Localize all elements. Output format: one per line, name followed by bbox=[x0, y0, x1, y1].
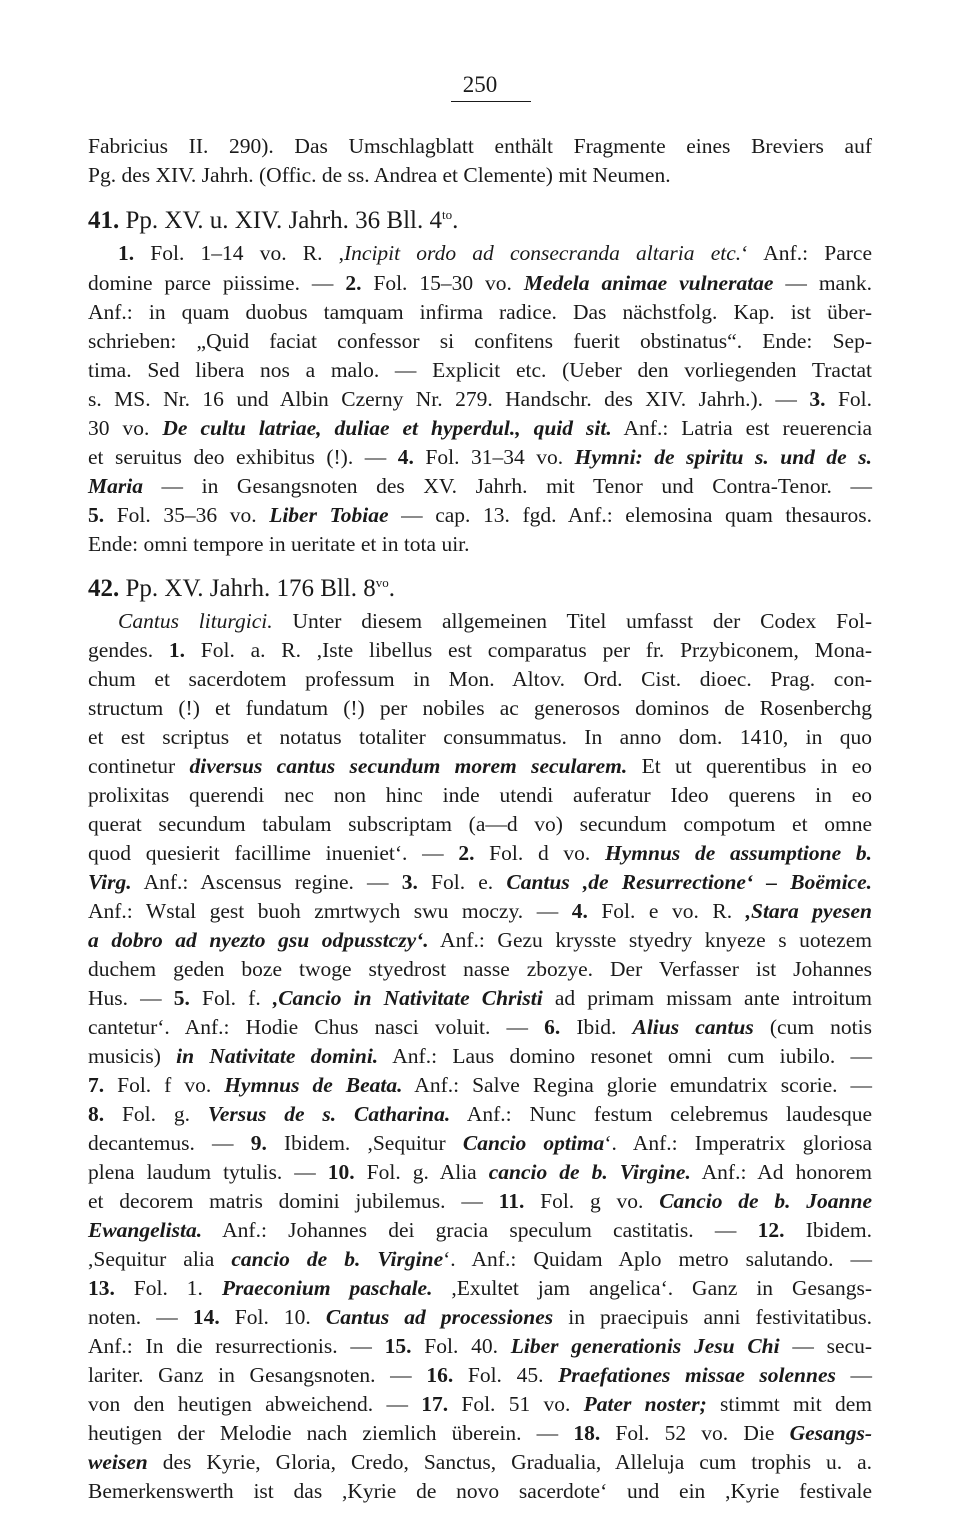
text-line bbox=[88, 1302, 872, 1332]
text: Anf.: Ad honorem bbox=[690, 1160, 872, 1184]
text: et est scriptus et notatus totaliter consummatus. In anno dom. 1410, in quo bbox=[88, 725, 872, 749]
text: Fol. bbox=[825, 387, 872, 411]
text-line bbox=[88, 896, 872, 926]
text: Ibidem. bbox=[784, 1218, 873, 1242]
text: et seruitus deo exhibitus (!). — bbox=[88, 445, 398, 469]
text: ‘. Anf.: Quidam Aplo metro salutando. — bbox=[443, 1247, 872, 1271]
text: prolixitas querendi nec non hinc inde utendi auferatur Ideo querens in eo bbox=[88, 783, 872, 807]
text: Fol. g. bbox=[104, 1102, 208, 1126]
text: plena laudum tytulis. — bbox=[88, 1160, 328, 1184]
work-title: Versus de s. Catharina. bbox=[207, 1102, 451, 1126]
text-line bbox=[88, 664, 872, 694]
text: Fol. 1. bbox=[114, 1276, 222, 1300]
text-line bbox=[88, 384, 872, 414]
text: Anf.: In die resurrectionis. — bbox=[88, 1334, 385, 1358]
text: Fol. 51 vo. bbox=[448, 1392, 584, 1416]
text: Fol. 35–36 vo. bbox=[104, 503, 270, 527]
page-number: 250 bbox=[462, 72, 498, 97]
work-title: Gesangs- bbox=[789, 1421, 872, 1445]
item-number: 2. bbox=[345, 271, 362, 295]
text: Anf.: Wstal gest buoh zmrtwych swu moczy. — bbox=[88, 899, 572, 923]
item-number: 7. bbox=[88, 1073, 105, 1097]
text: Fol. 1–14 vo. R. , bbox=[134, 241, 344, 265]
item-number: 5. bbox=[173, 986, 190, 1010]
text-line bbox=[88, 268, 872, 298]
item-number: 4. bbox=[397, 445, 414, 469]
work-title: diversus cantus secundum morem secularem. bbox=[189, 754, 628, 778]
text: (cum notis bbox=[753, 1015, 872, 1039]
work-title: Incipit ordo ad consecranda altaria etc. bbox=[344, 241, 742, 265]
text-line bbox=[88, 1157, 872, 1187]
text-line bbox=[88, 529, 872, 559]
text-line bbox=[88, 131, 872, 161]
text: Fol. a. R. ,Iste libellus est comparatus per fr. Przybiconem, Mona- bbox=[184, 638, 872, 662]
text: Fol. 45. bbox=[453, 1363, 559, 1387]
text: heutigen der Melodie nach ziemlich überein. — bbox=[88, 1421, 574, 1445]
text: Anf.: Ascensus regine. — bbox=[131, 870, 402, 894]
text-line bbox=[88, 1244, 872, 1274]
text-line bbox=[88, 1041, 872, 1071]
text: domine parce piissime. — bbox=[88, 271, 346, 295]
text: Anf.: Laus domino resonet omni cum iubilo. — bbox=[378, 1044, 872, 1068]
text-line bbox=[88, 355, 872, 385]
text-line bbox=[88, 983, 872, 1013]
text: Ende: omni tempore in ueritate et in tota uir. bbox=[88, 532, 470, 556]
text: Fol. 10. bbox=[219, 1305, 326, 1329]
entry-heading-text: Pp. XV. Jahrh. 176 Bll. 8 bbox=[119, 575, 376, 602]
text: Fol. e. bbox=[417, 870, 507, 894]
item-number: 14. bbox=[192, 1305, 220, 1329]
entry-number: 41. bbox=[88, 207, 120, 234]
text: ,Exultet jam angelica‘. Ganz in Gesangs- bbox=[432, 1276, 872, 1300]
text-line bbox=[88, 1476, 872, 1506]
text: decantemus. — bbox=[88, 1131, 251, 1155]
item-number: 16. bbox=[426, 1363, 454, 1387]
text-line bbox=[88, 1331, 872, 1361]
item-number: 10. bbox=[327, 1160, 355, 1184]
text-line bbox=[88, 780, 872, 810]
work-title: Hymni: de spiritu s. und de s. bbox=[574, 445, 872, 469]
text: Unter diesem allgemeinen Titel umfasst der Codex Fol- bbox=[272, 609, 872, 633]
text: Anf.: Gezu krysste styedry knyeze s uotezem bbox=[428, 928, 872, 952]
text: continetur bbox=[88, 754, 190, 778]
text: Ibid. bbox=[560, 1015, 633, 1039]
text: quod quesierit facillime inueniet‘. — bbox=[88, 841, 459, 865]
text: Fol. f vo. bbox=[104, 1073, 225, 1097]
format-superscript: vo bbox=[375, 575, 389, 590]
work-title: Liber generationis Jesu Chi bbox=[510, 1334, 780, 1358]
work-title: Hymnus de Beata. bbox=[224, 1073, 403, 1097]
entry-heading bbox=[88, 574, 872, 604]
text-line bbox=[88, 925, 872, 955]
item-number: 13. bbox=[88, 1276, 115, 1300]
text-line bbox=[88, 606, 872, 636]
text: Anf.: Salve Regina glorie emundatrix scorie. — bbox=[402, 1073, 873, 1097]
entry-heading bbox=[88, 206, 872, 236]
work-title: ,Stara pyesen bbox=[745, 899, 872, 923]
text-line bbox=[88, 413, 872, 443]
text: — bbox=[835, 1363, 873, 1387]
text-line bbox=[88, 838, 872, 868]
work-title: Cantus ad processiones bbox=[325, 1305, 554, 1329]
text-line bbox=[88, 1186, 872, 1216]
text: — in Gesangsnoten des XV. Jahrh. mit Tenor und Contra-Tenor. — bbox=[142, 474, 872, 498]
text: Fol. 15–30 vo. bbox=[361, 271, 524, 295]
item-number: 1. bbox=[168, 638, 185, 662]
text-line bbox=[88, 160, 872, 190]
item-number: 11. bbox=[498, 1189, 525, 1213]
text: s. MS. Nr. 16 und Albin Czerny Nr. 279. Handschr. des XIV. Jahrh.). — bbox=[88, 387, 810, 411]
format-superscript: to bbox=[441, 207, 453, 222]
page-number-rule bbox=[451, 101, 531, 102]
text: noten. — bbox=[88, 1305, 193, 1329]
work-title: De cultu latriae, duliae et hyperdul., quid sit. bbox=[162, 416, 612, 440]
text: Fol. g vo. bbox=[524, 1189, 660, 1213]
text: ‘ Anf.: Parce bbox=[741, 241, 872, 265]
text: schrieben: „Quid faciat confessor si confitens fuerit obstinatus“. Ende: Sep- bbox=[88, 329, 872, 353]
text: Anf.: Nunc festum celebremus laudesque bbox=[450, 1102, 872, 1126]
work-title: Alius cantus bbox=[632, 1015, 754, 1039]
text-line bbox=[88, 1418, 872, 1448]
work-title: cancio de b. Virgine. bbox=[488, 1160, 691, 1184]
text: tima. Sed libera nos a malo. — Explicit etc. (Ueber den vorliegenden Tractat bbox=[88, 358, 872, 382]
text: Anf.: Johannes dei gracia speculum castitatis. — bbox=[202, 1218, 758, 1242]
text: Anf.: Latria est reuerencia bbox=[611, 416, 872, 440]
text: Pg. des XIV. Jahrh. (Offic. de ss. Andrea et Clemente) mit Neumen. bbox=[88, 163, 671, 187]
item-number: 17. bbox=[421, 1392, 449, 1416]
work-title: in Nativitate domini. bbox=[176, 1044, 379, 1068]
text: gendes. bbox=[88, 638, 169, 662]
text-line bbox=[88, 1012, 872, 1042]
text: Fol. g. Alia bbox=[354, 1160, 489, 1184]
text: Et ut querentibus in eo bbox=[627, 754, 873, 778]
item-number: 8. bbox=[88, 1102, 105, 1126]
text: — cap. 13. fgd. Anf.: elemosina quam thesauros. bbox=[388, 503, 872, 527]
work-title: Ewangelista. bbox=[88, 1218, 203, 1242]
text-line bbox=[88, 1215, 872, 1245]
text-line bbox=[88, 1273, 872, 1303]
text: Hus. — bbox=[88, 986, 174, 1010]
work-title: Virg. bbox=[88, 870, 132, 894]
text: Ibidem. ,Sequitur bbox=[266, 1131, 463, 1155]
work-title: Cantus ,de Resurrectione‘ – Boëmice. bbox=[506, 870, 873, 894]
text: . bbox=[452, 207, 459, 234]
item-number: 2. bbox=[458, 841, 475, 865]
text: Fol. e vo. R. bbox=[587, 899, 746, 923]
text: 30 vo. bbox=[88, 416, 163, 440]
work-title: Praeconium paschale. bbox=[221, 1276, 433, 1300]
work-title: Cancio de b. Joanne bbox=[659, 1189, 872, 1213]
text: stimmt mit dem bbox=[706, 1392, 872, 1416]
text: Fol. 31–34 vo. bbox=[413, 445, 575, 469]
text-line bbox=[88, 238, 872, 268]
work-title: cancio de b. Virgine bbox=[231, 1247, 444, 1271]
item-number: 6. bbox=[544, 1015, 561, 1039]
text: structum (!) et fundatum (!) per nobiles ac generosos dominos de Rosenberchg bbox=[88, 696, 872, 720]
text: Fol. d vo. bbox=[474, 841, 606, 865]
text: ,Sequitur alia bbox=[88, 1247, 232, 1271]
text-line bbox=[88, 500, 872, 530]
text: . bbox=[388, 575, 396, 602]
text: — mank. bbox=[773, 271, 872, 295]
text-line bbox=[88, 1447, 872, 1477]
text-line bbox=[88, 1360, 872, 1390]
work-title: Cancio optima bbox=[462, 1131, 605, 1155]
text: musicis) bbox=[88, 1044, 177, 1068]
text: et decorem matris domini jubilemus. — bbox=[88, 1189, 499, 1213]
text-line bbox=[88, 442, 872, 472]
text-line bbox=[88, 722, 872, 752]
text: Fol. 52 vo. Die bbox=[600, 1421, 790, 1445]
work-title: Medela animae vulneratae bbox=[523, 271, 774, 295]
text-line bbox=[88, 1389, 872, 1419]
text-line bbox=[88, 809, 872, 839]
text: in praecipuis anni festivitatibus. bbox=[553, 1305, 872, 1329]
work-title: Cantus liturgici. bbox=[118, 609, 273, 633]
entry-heading-text: Pp. XV. u. XIV. Jahrh. 36 Bll. 4 bbox=[119, 207, 442, 234]
work-title: Maria bbox=[88, 474, 143, 498]
item-number: 4. bbox=[571, 899, 588, 923]
text: lariter. Ganz in Gesangsnoten. — bbox=[88, 1363, 427, 1387]
text: duchem geden boze twoge styedrost nasse zbozye. Der Verfasser ist Johannes bbox=[88, 957, 872, 981]
text-line bbox=[88, 297, 872, 327]
text-line bbox=[88, 1128, 872, 1158]
text: ‘. Anf.: Imperatrix gloriosa bbox=[604, 1131, 872, 1155]
text: Bemerkenswerth ist das ,Kyrie de novo sacerdote‘ und ein ,Kyrie festivale bbox=[88, 1479, 872, 1503]
text-line bbox=[88, 471, 872, 501]
work-title: weisen bbox=[88, 1450, 148, 1474]
work-title: Hymnus de assumptione b. bbox=[605, 841, 872, 865]
text: Fol. f. bbox=[189, 986, 273, 1010]
text: des Kyrie, Gloria, Credo, Sanctus, Gradualia, Alleluja cum trophis u. a. bbox=[147, 1450, 872, 1474]
text: Fol. 40. bbox=[411, 1334, 511, 1358]
work-title: Liber Tobiae bbox=[269, 503, 389, 527]
text-line bbox=[88, 954, 872, 984]
work-title: ,Cancio in Nativitate Christi bbox=[272, 986, 543, 1010]
text-line bbox=[88, 1070, 872, 1100]
text-line bbox=[88, 326, 872, 356]
work-title: a dobro ad nyezto gsu odpusstczy‘. bbox=[88, 928, 429, 952]
work-title: Praefationes missae solennes bbox=[558, 1363, 836, 1387]
item-number: 9. bbox=[250, 1131, 267, 1155]
item-number: 12. bbox=[757, 1218, 785, 1242]
item-number: 3. bbox=[401, 870, 418, 894]
text: Anf.: in quam duobus tamquam infirma radice. Das nächstfolg. Kap. ist über- bbox=[88, 300, 872, 324]
text: querat secundum tabulam subscriptam (a—d vo) secundum compotum et omne bbox=[88, 812, 872, 836]
text: ad primam missam ante introitum bbox=[542, 986, 872, 1010]
text-line bbox=[88, 867, 872, 897]
item-number: 15. bbox=[384, 1334, 412, 1358]
text: von den heutigen abweichend. — bbox=[88, 1392, 422, 1416]
text: cantetur‘. Anf.: Hodie Chus nasci voluit. — bbox=[88, 1015, 545, 1039]
text-line bbox=[88, 1099, 872, 1129]
item-number: 1. bbox=[118, 241, 135, 265]
text-line bbox=[88, 693, 872, 723]
work-title: Pater noster; bbox=[583, 1392, 707, 1416]
text: chum et sacerdotem professum in Mon. Altov. Ord. Cist. dioec. Prag. con- bbox=[88, 667, 872, 691]
text: Fabricius II. 290). Das Umschlagblatt enthält Fragmente eines Breviers auf bbox=[88, 134, 872, 158]
entry-number: 42. bbox=[88, 575, 120, 602]
text-line bbox=[88, 751, 872, 781]
text: — secu- bbox=[779, 1334, 872, 1358]
item-number: 18. bbox=[573, 1421, 601, 1445]
item-number: 3. bbox=[809, 387, 826, 411]
text-line bbox=[88, 635, 872, 665]
item-number: 5. bbox=[88, 503, 105, 527]
